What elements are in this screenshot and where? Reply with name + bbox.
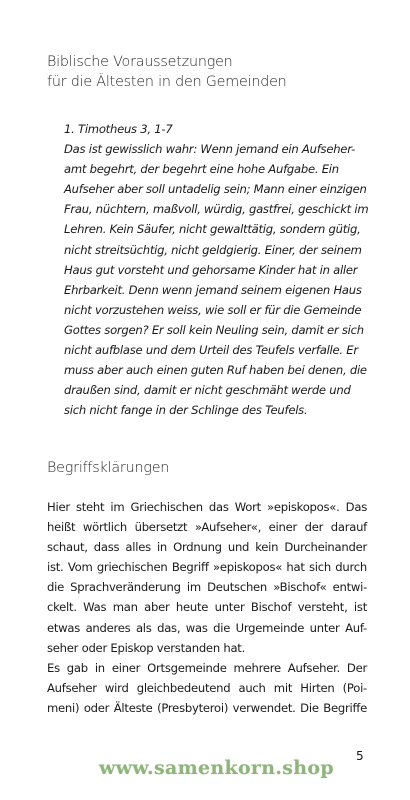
quote-line: nicht vorzustehen weiss, wie soll er für die Gemeinde [64, 302, 362, 317]
page-heading [47, 52, 377, 92]
body-line: Hier steht im Griechischen das Wort »episkopos«. Das [47, 500, 367, 514]
quote-reference: 1. Timotheus 3, 1-7 [64, 122, 173, 136]
quote-line: Gottes sorgen? Er soll kein Neuling sein, damit er sich [64, 322, 364, 337]
quote-line: Lehren. Kein Säufer, nicht gewalttätig, sondern gütig, [64, 222, 361, 237]
section-heading: Begriffsklärungen [47, 460, 170, 476]
quote-line: nicht aufblase und dem Urteil des Teufels verfalle. Er [64, 343, 358, 358]
page-number: 5 [356, 749, 364, 763]
body-line: Es gab in einer Ortsgemeinde mehrere Aufseher. Der [47, 660, 367, 675]
body-line: ist. Vom griechischen Begriff »episkopos« hat sich durch [47, 560, 367, 575]
quote-line: muss aber auch einen guten Ruf haben bei denen, die [64, 363, 367, 378]
body-line: ckelt. Was man aber heute unter Bischof versteht, ist [47, 600, 367, 615]
body-line: meni) oder Älteste (Presbyteroi) verwendet. Die Begriffe [47, 700, 367, 715]
quote-line: Frau, nüchtern, maßvoll, würdig, gastfrei, geschickt im [64, 202, 369, 217]
body-line: etwas anderes als das, was die Urgemeinde unter Auf- [47, 620, 367, 635]
quote-line: nicht streitsüchtig, nicht geldgierig. Einer, der seinem [64, 242, 362, 257]
body-paragraphs [47, 497, 367, 718]
quote-line: Haus gut vorsteht und gehorsame Kinder hat in aller [64, 262, 358, 277]
body-line: die Sprachveränderung im Deutschen »Bischof« entwi- [47, 580, 367, 595]
scripture-quote [64, 119, 382, 420]
watermark-url: www.samenkorn.shop [99, 757, 334, 779]
quote-line: Das ist gewisslich wahr: Wenn jemand ein Aufseher- [64, 142, 356, 157]
body-line: heißt wörtlich übersetzt »Aufseher«, einer der darauf [47, 520, 367, 535]
quote-line: sich nicht fange in der Schlinge des Teufels. [64, 403, 308, 418]
body-line: schaut, dass alles in Ordnung und kein Durcheinander [47, 540, 367, 555]
heading-line: für die Ältesten in den Gemeinden [47, 74, 287, 90]
body-line: Aufseher wird gleichbedeutend auch mit Hirten (Poi- [47, 680, 367, 695]
quote-line: draußen sind, damit er nicht geschmäht werde und [64, 383, 351, 398]
quote-line: Ehrbarkeit. Denn wenn jemand seinem eigenen Haus [64, 282, 362, 297]
body-line: seher oder Episkop verstanden hat. [47, 640, 246, 655]
heading-line: Biblische Voraussetzungen [47, 54, 233, 70]
quote-line: amt begehrt, der begehrt eine hohe Aufgabe. Ein [64, 162, 339, 177]
quote-line: Aufseher aber soll untadelig sein; Mann einer einzigen [64, 182, 367, 197]
